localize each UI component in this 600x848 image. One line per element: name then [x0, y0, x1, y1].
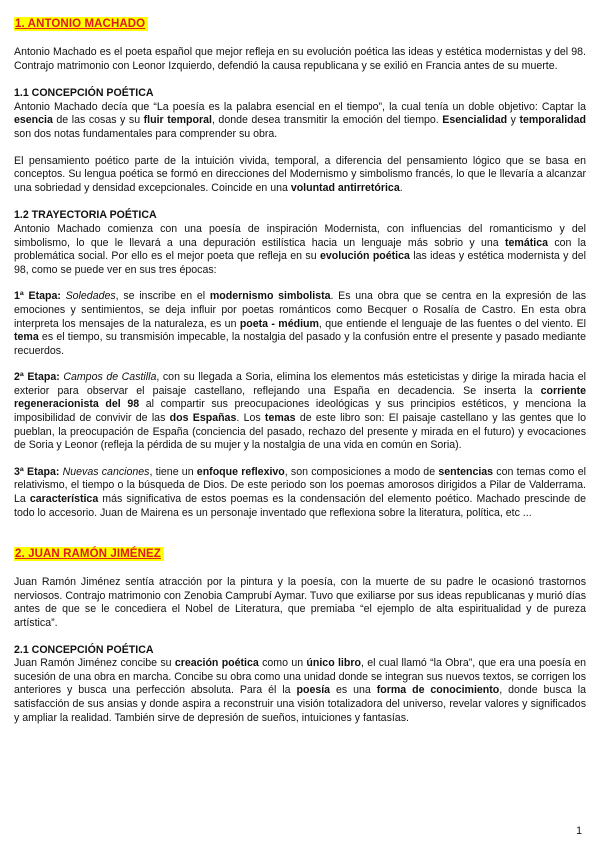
machado-concepcion-p1: Antonio Machado decía que “La poesía es la palabra esencial en el tiempo”, la cual tenía un doble objetivo: Captar la esencia de las cosas y su fluir temporal, donde desea transmitir la emoción del tiempo. Esencialidad y temporalidad son dos notas fundamentales para comprender su obra. [14, 100, 586, 140]
section-title-jimenez: 2. JUAN RAMÓN JIMÉNEZ [14, 547, 164, 561]
jimenez-concepcion-p1: Juan Ramón Jiménez concibe su creación poética como un único libro, el cual llamó “la Obra”, que era una poesía en sucesión de una obra en marcha. Concibe su obra como una unidad donde se integran sus nuevos textos, se corrigen los anteriores y busca una perfección absoluta. Para él la poesía es una forma de conocimiento, donde busca la satisfacción de sus ansias y donde aspira a reconstruir una visión totalizadora del universo, revelar valores y significados y ampliar la realidad. También sirve de depresión de sueños, intuiciones y fantasías. [14, 657, 586, 724]
machado-etapa-2: 2ª Etapa: Campos de Castilla, con su llegada a Soria, elimina los elementos más esteticistas y dirige la mirada hacia el exterior para observar el paisaje castellano, reflejando una España en decadencia. Se inserta la corriente regeneracionista del 98 al compartir sus preocupaciones ideológicas y sus principios estéticos, y menciona la imposibilidad de convivir de las dos Españas. Los temas de este libro son: El paisaje castellano y las gentes que lo pueblan, la preocupación de España (conciencia del pasado, rechazo del presente y mirada en el futuro) y evocaciones de Soria y Leonor (refleja la pérdida de su mujer y la nostalgia de una vida en común en Soria). [14, 371, 587, 452]
machado-intro: Antonio Machado es el poeta español que mejor refleja en su evolución poética las ideas y estética modernistas y del 98. Contrajo matrimonio con Leonor Izquierdo, defendió la causa republicana y se exilió en Francia antes de su muerte. [14, 46, 586, 72]
page-number: 1 [576, 825, 582, 837]
machado-concepcion-p2: El pensamiento poético parte de la intuición vivida, temporal, a diferencia del pensamiento lógico que se basa en conceptos. Su lengua poética se formó en direcciones del Modernismo y simbolismo francés, lo que le llevaría a alcanzar una sobriedad y densidad excepcionales. Coincide en una voluntad antirretórica. [14, 154, 586, 194]
heading-machado-concepcion: 1.1 CONCEPCIÓN POÉTICA [14, 87, 154, 100]
document-page [14, 14, 586, 725]
machado-etapa-1: 1ª Etapa: Soledades, se inscribe en el modernismo simbolista. Es una obra que se centra en la expresión de las emociones y sentimientos, se deja influir por poetas románticos como Becquer o Rosalía de Castro. En esta obra interpreta los mensajes de la naturaleza, es un poeta - médium, que entiende el lenguaje de las fuentes o del viento. El tema es el tiempo, su transmisión impecable, la nostalgia del pasado y la confusión entre el presente y pasado mediante recuerdos. [14, 290, 586, 357]
machado-trayectoria-p1: Antonio Machado comienza con una poesía de inspiración Modernista, con influencias del romanticismo y del simbolismo, lo que le llevará a una depuración estilística hacia un lenguaje más sobrio y una temática con la problemática social. Por ello es el mejor poeta que refleja en su evolución poética las ideas y estética modernista y del 98, como se puede ver en sus tres épocas: [14, 222, 586, 276]
heading-jimenez-concepcion: 2.1 CONCEPCIÓN POÉTICA [14, 643, 154, 656]
machado-etapa-3: 3ª Etapa: Nuevas canciones, tiene un enfoque reflexivo, son composiciones a modo de sentencias con temas como el relativismo, el tiempo o la búsqueda de Dios. De este periodo son los poemas amorosos dirigidos a Pilar de Valderrama. La característica más significativa de estos poemas es la condensación del elemento poético. Machado prescinde de todo lo accesorio. Juan de Mairena es un personaje inventado que reflexiona sobre la literatura, política, etc ... [14, 465, 587, 519]
section-title-machado: 1. ANTONIO MACHADO [14, 17, 148, 31]
jimenez-intro: Juan Ramón Jiménez sentía atracción por la pintura y la poesía, con la muerte de su padre le ocasionó trastornos nerviosos. Contrajo matrimonio con Zenobia Camprubí Aymar. Tuvo que exiliarse por sus ideas republicanas y murió días antes de que se le concediera el Nobel de Literatura, que premiaba “el ejemplo de alta espiritualidad y de pureza artística”. [14, 576, 586, 629]
heading-machado-trayectoria: 1.2 TRAYECTORIA POÉTICA [14, 209, 157, 222]
